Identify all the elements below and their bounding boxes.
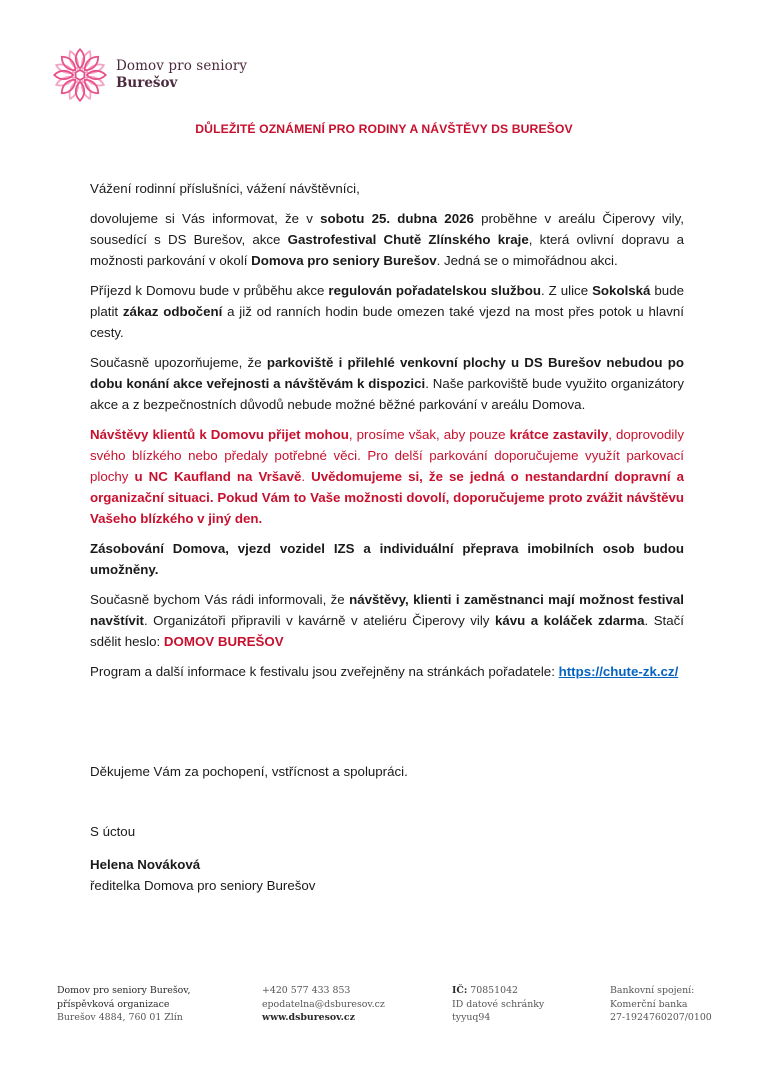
footer-databox-id: tyyuq94 [452,1012,491,1023]
footer-website: www.dsburesov.cz [262,1012,355,1023]
footer-bank [610,984,712,1025]
footer-address-line: Burešov 4884, 760 01 Zlín [57,1012,183,1023]
emphasis: regulován pořadatelskou službou [328,283,541,298]
text: . Naše parkoviště bude využito organizátory akce a z bezpečnostních důvodů nebude možné běžné parkování v areálu Domova. [90,376,684,412]
emphasis: krátce zastavily [509,427,609,442]
flower-icon [52,47,108,103]
thanks: Děkujeme Vám za pochopení, vstřícnost a spolupráci. [90,764,408,779]
organization-name: Domova pro seniory Burešov [251,253,437,268]
organization-logo [52,47,247,103]
text: proběhne v areálu Čiperovy vily, sousedící s DS Burešov, akce [90,211,684,247]
footer-phone: +420 577 433 853 [262,985,351,996]
footer-bank-account: 27-1924760207/0100 [610,1012,712,1023]
text: Příjezd k Domovu bude v průběhu akce [90,283,329,298]
footer-address [57,984,190,1025]
logo-name-line2: Burešov [116,75,178,91]
emphasis: Zásobování Domova, vjezd vozidel IZS a individuální přeprava imobilních osob budou umožněny. [90,541,684,577]
footer-email: epodatelna@dsburesov.cz [262,998,385,1010]
street-name: Sokolská [592,283,651,298]
paragraph-invitation [90,589,684,652]
footer-ic-label: IČ: [452,985,468,996]
closing-salutation: S úctou [90,824,136,839]
paragraph-supply [90,538,684,580]
text: Současně bychom Vás rádi informovali, že [90,592,350,607]
emphasis: u NC Kaufland na Vršavě [134,469,302,484]
text: . Jedná se o mimořádnou akci. [436,253,618,268]
text: . Z ulice [541,283,593,298]
text: . Organizátoři připravili v kavárně v ateliéru Čiperovy vily [143,613,495,628]
footer-org-name: Domov pro seniory Burešov, [57,985,191,996]
text: dovolujeme si Vás informovat, že v [90,211,321,226]
text: , prosíme však, aby pouze [348,427,510,442]
paragraph-visits-warning [90,424,684,529]
paragraph-event-info [90,208,684,271]
emphasis: kávu a koláček zdarma [494,613,645,628]
emphasis: návštěvy, klienti i zaměstnanci mají možnost festival navštívit [90,592,684,628]
logo-text [116,58,247,92]
emphasis: Návštěvy klientů k Domovu přijet mohou [90,427,349,442]
footer-databox-label: ID datové schránky [452,998,545,1010]
footer-org-type: příspěvková organizace [57,998,170,1010]
paragraph-program [90,661,684,682]
greeting: Vážení rodinní příslušníci, vážení návštěvníci, [90,181,360,196]
text: , doprovodily svého blízkého nebo předaly potřebné věci. Pro delší parkování doporučujeme využít parkovací plochy [90,427,684,484]
signature-title: ředitelka Domova pro seniory Burešov [90,878,316,893]
text: Současně upozorňujeme, že [90,355,267,370]
footer-contact [262,984,385,1025]
emphasis: Uvědomujeme si, že se jedná o nestandardní dopravní a organizační situaci. Pokud Vám to Vaše možnosti dovolí, doporučujeme proto zvážit návštěvu Vašeho blízkého v jiný den. [90,469,684,526]
text: Program a další informace k festivalu jsou zveřejněny na stránkách pořadatele: [90,664,559,679]
paragraph-parking [90,352,684,415]
text: . [301,469,312,484]
password: DOMOV BUREŠOV [163,634,284,649]
footer-bank-label: Bankovní spojení: [610,985,695,996]
event-date: sobotu 25. dubna 2026 [320,211,474,226]
letter-body [90,178,684,691]
logo-name-line1: Domov pro seniory [116,58,248,74]
footer-ids [452,984,544,1025]
text: bude platit [90,283,684,319]
signature-name: Helena Nováková [90,857,201,872]
text: , která ovlivní dopravu a možnosti parkování v okolí [90,232,684,268]
festival-website-link[interactable]: https://chute-zk.cz/ [558,664,679,679]
document-title: DŮLEŽITÉ OZNÁMENÍ PRO RODINY A NÁVŠTĚVY DS BUREŠOV [195,122,573,136]
footer-bank-name: Komerční banka [610,998,688,1010]
emphasis: zákaz odbočení [122,304,223,319]
emphasis: parkoviště i přilehlé venkovní plochy u DS Burešov nebudou po dobu konání akce veřejnosti a návštěvám k dispozici [90,355,685,391]
paragraph-access [90,280,684,343]
text: . Stačí sdělit heslo: [90,613,684,649]
footer-ic-value: 70851042 [467,985,519,996]
text: a již od ranních hodin bude omezen také vjezd na most přes potok u hlavní cesty. [90,304,684,340]
event-name: Gastrofestival Chutě Zlínského kraje [287,232,529,247]
